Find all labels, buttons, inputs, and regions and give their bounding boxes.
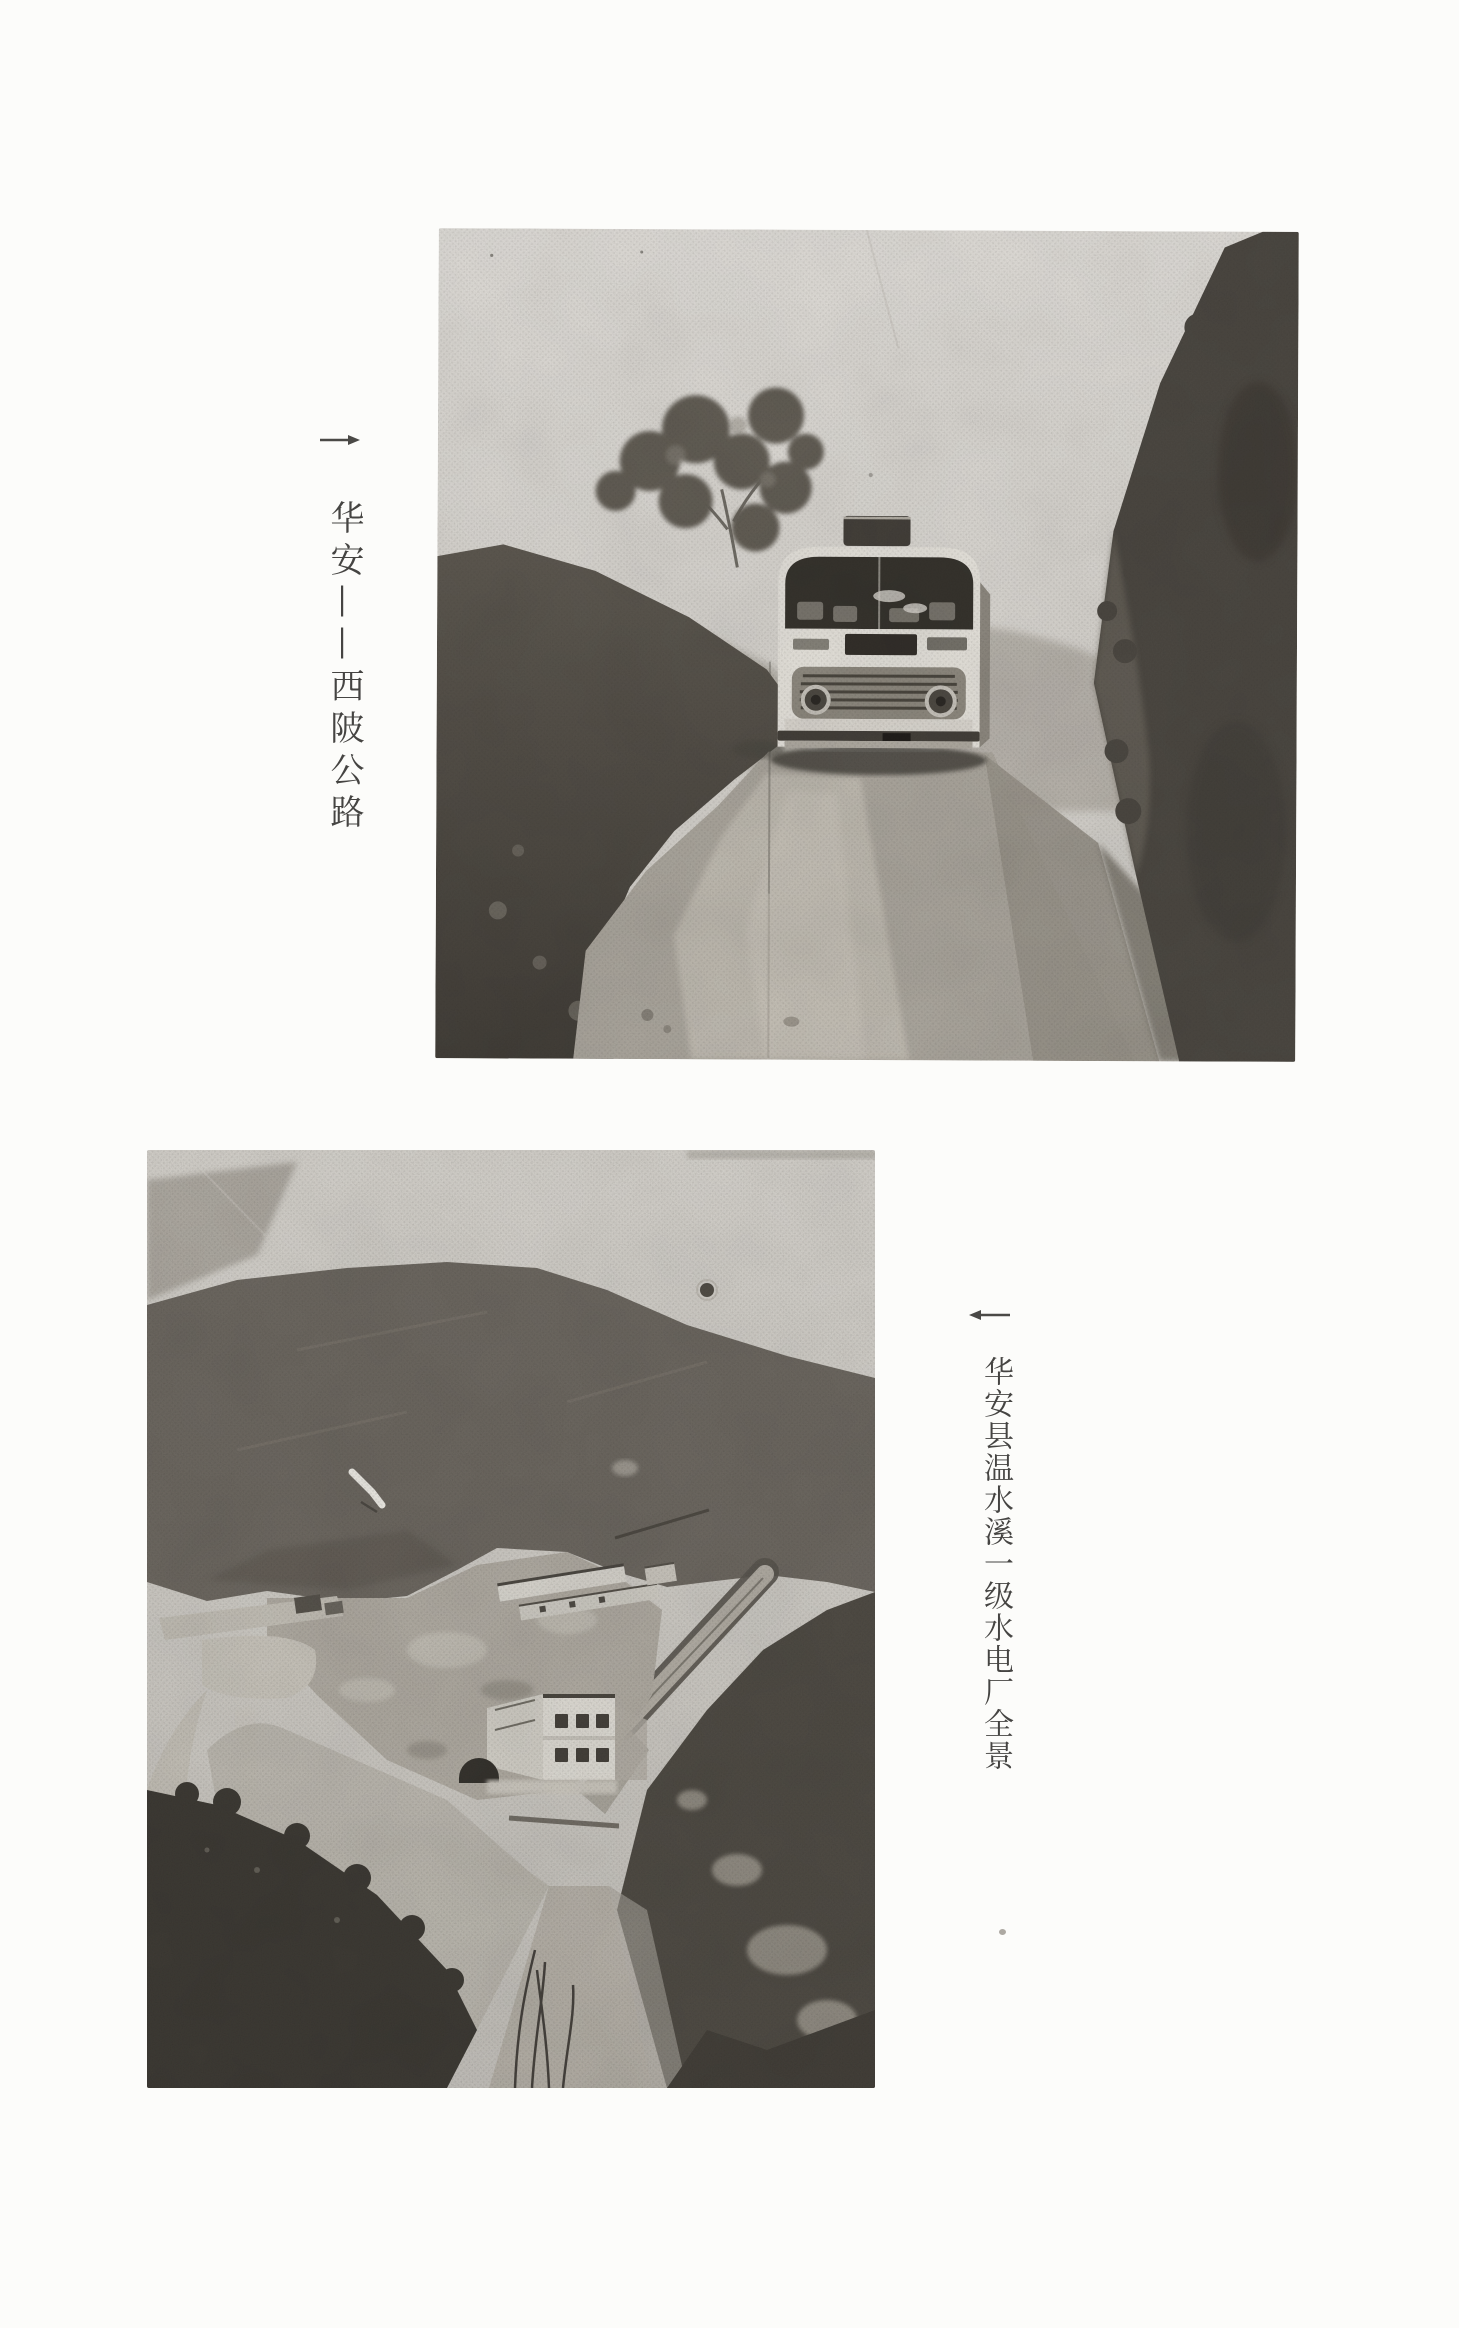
caption-hydropower — [974, 1356, 1016, 1772]
caption-highway — [322, 500, 366, 836]
ink-speck — [999, 1929, 1006, 1935]
highway-photo-art — [435, 228, 1299, 1062]
photo-hydropower-plant — [147, 1150, 875, 2088]
right-arrow-icon — [318, 432, 360, 452]
photo-highway — [435, 228, 1299, 1062]
left-arrow-icon — [966, 1306, 1012, 1328]
caption-hydropower-text: 华安县温水溪一级水电厂全景 — [978, 1356, 1013, 1772]
hydropower-photo-art — [147, 1150, 875, 2088]
caption-highway-text: 华安——西陂公路 — [324, 500, 364, 836]
